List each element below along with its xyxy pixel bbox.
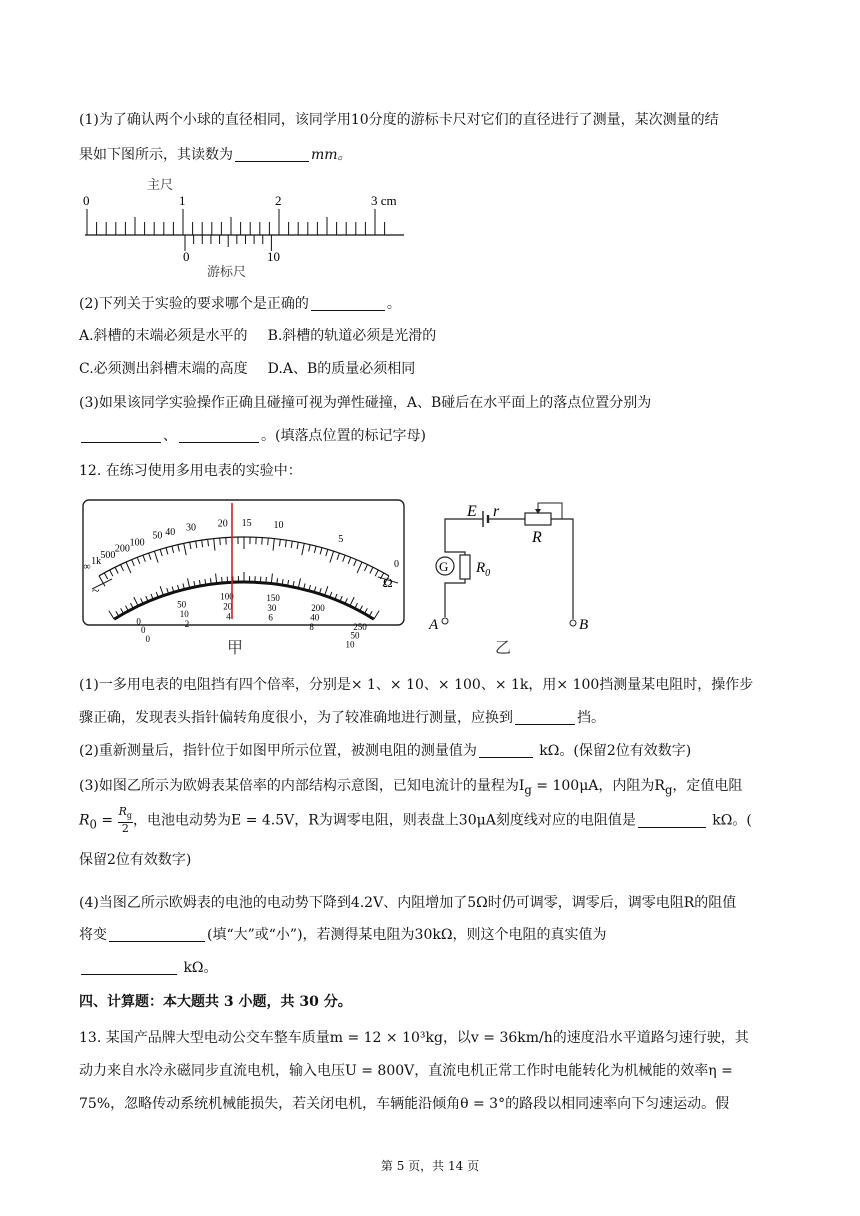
- q12-part4-line1: (4)当图乙所示欧姆表的电池的电动势下降到4.2V、内阻增加了5Ω时仍可调零，调零后，调零电阻R的阻值: [79, 895, 737, 911]
- dc-tick: [266, 577, 267, 583]
- ohm-tick: [220, 538, 221, 545]
- vernier-tick-label-10: 10: [267, 249, 280, 264]
- vernier-scale-label: 游标尺: [207, 264, 247, 279]
- q13-line2: 动力来自水冷永磁同步直流电机，输入电压U = 800V，直流电机正常工作时电能转化为机械能的效率η =: [79, 1063, 733, 1079]
- q12-part4-line2: [79, 925, 606, 945]
- text: =: [96, 812, 118, 829]
- frac-den: 2: [121, 822, 129, 836]
- ac-symbol: ~: [92, 584, 100, 599]
- vernier-scale-ticks: [185, 235, 271, 251]
- q11-options-ab: [79, 326, 436, 346]
- dc-scale-label: 0: [145, 634, 151, 645]
- dc-scale-label: 2: [184, 618, 190, 629]
- main-tick-label-2: 2: [275, 193, 282, 208]
- symbol: R: [79, 812, 90, 829]
- answer-blank: [311, 296, 385, 311]
- vernier-tick-label-0: 0: [183, 249, 190, 264]
- option-d: D.A、B的质量必须相同: [267, 361, 416, 377]
- q11-part1-line2: [79, 145, 352, 165]
- q11-part3-line1: (3)如果该同学实验操作正确且碰撞可视为弹性碰撞，A、B碰后在水平面上的落点位置分别为: [79, 395, 652, 411]
- q12-part3-line2: [79, 806, 752, 838]
- subscript: 0: [89, 817, 97, 832]
- answer-blank: [479, 743, 533, 758]
- q11-part3-note: 。(填落点位置的标记字母): [261, 428, 426, 444]
- ohm-scale-label: 5: [338, 533, 344, 545]
- ohm-scale-label: 200: [114, 543, 130, 555]
- dc-scale-label: 10: [345, 639, 355, 650]
- label-R0: $R_0$: [476, 560, 491, 579]
- punct: 挡。: [577, 710, 605, 726]
- dc-tick: [222, 577, 223, 583]
- subscript: g: [524, 782, 532, 797]
- page-footer: 第 5 页，共 14 页: [380, 1159, 480, 1173]
- main-scale-ticks: [87, 209, 385, 235]
- answer-blank: [235, 147, 309, 162]
- q12-part3-line1: [79, 776, 742, 800]
- label-G: G: [439, 559, 449, 574]
- dc-scale-label: 8: [309, 622, 314, 633]
- ohm-scale-label: 10: [273, 519, 284, 531]
- unit-mm: mm。: [311, 147, 352, 163]
- q12-part4-line3: [79, 958, 218, 978]
- q11-options-cd: [79, 359, 415, 379]
- text: (3)如图乙所示为欧姆表某倍率的内部结构示意图，已知电流计的量程为I: [79, 778, 525, 794]
- q11-part3-line2: [79, 426, 426, 446]
- dc-scale-label: 200: [311, 603, 325, 614]
- dc-scale-label: 40: [310, 612, 320, 623]
- dc-scale-label: 0: [136, 616, 141, 627]
- q12-part1-text: 骤正确，发现表头指针偏转角度很小，为了较准确地进行测量，应换到: [79, 710, 513, 726]
- main-tick-label-3: 3 cm: [371, 193, 397, 208]
- q13-line1: 13. 某国产品牌大型电动公交车整车质量m = 12 × 10³kg，以v = 36km/h的速度沿水平道路匀速行驶，其: [79, 1030, 749, 1046]
- ohm-scale-label: 20: [217, 518, 228, 530]
- ohm-scale-label: 1k: [91, 556, 102, 568]
- option-a: A.斜槽的末端必须是水平的: [79, 328, 248, 344]
- answer-blank: [81, 428, 161, 443]
- answer-blank: [81, 960, 177, 975]
- terminal-B: B: [579, 617, 589, 633]
- text: kΩ。(: [712, 812, 752, 829]
- ohm-scale-label: 50: [152, 530, 163, 542]
- dc-scale-label: 0: [140, 625, 146, 636]
- subscript: g: [664, 782, 673, 797]
- answer-blank: [179, 428, 259, 443]
- label-R: R: [532, 529, 542, 546]
- dc-scale-label: 250: [353, 622, 367, 633]
- dc-scale-label: 150: [266, 592, 280, 603]
- q11-part2-text: (2)下列关于实验的要求哪个是正确的: [79, 296, 309, 312]
- q11-part1-line1: (1)为了确认两个小球的直径相同，该同学用10分度的游标卡尺对它们的直径进行了测量，某次测量的结: [79, 112, 719, 128]
- ohm-scale-label: 40: [165, 527, 176, 539]
- q12-part2-text: (2)重新测量后，指针位于如图甲所示位置，被测电阻的测量值为: [79, 743, 477, 759]
- q12-part2: [79, 741, 691, 761]
- answer-blank: [638, 813, 706, 828]
- q11-part2: [79, 294, 401, 314]
- q12-title: 12. 在练习使用多用电表的实验中：: [79, 463, 302, 479]
- ohm-scale-label: 15: [241, 518, 252, 530]
- q12-part1-line1: (1)一多用电表的电阻挡有四个倍率，分别是× 1、× 10、× 100、× 1k，用× 100挡测量某电阻时，操作步: [79, 677, 754, 693]
- subscript: g: [126, 811, 133, 821]
- multimeter-dial-figure: [82, 497, 412, 657]
- ohm-scale-label: 30: [186, 522, 197, 534]
- q12-part1-line2: [79, 708, 605, 728]
- ohm-symbol: Ω: [383, 575, 393, 590]
- frac-num: R: [118, 805, 127, 818]
- ohm-scale-label: 0: [394, 558, 399, 570]
- answer-blank: [515, 710, 575, 725]
- dc-scale-label: 100: [220, 591, 234, 602]
- vernier-caliper-figure: [79, 173, 419, 283]
- q12-part3-line3: 保留2位有效数字): [79, 852, 192, 868]
- terminal-A: A: [429, 617, 439, 633]
- label-E: E: [467, 503, 477, 520]
- punct: 、: [163, 428, 177, 444]
- text: = 100μA，内阻为R: [531, 778, 665, 794]
- q11-part1-text: 果如下图所示，其读数为: [79, 147, 233, 163]
- figure-caption-yi: 乙: [495, 640, 512, 657]
- dc-scale-label: 10: [179, 609, 189, 620]
- option-c: C.必须测出斜槽末端的高度: [79, 361, 248, 377]
- main-tick-label-1: 1: [179, 193, 186, 208]
- main-scale-label: 主尺: [147, 177, 174, 192]
- dc-scale-label: 50: [177, 599, 187, 610]
- ohm-scale-label: 100: [129, 537, 145, 549]
- text: kΩ。: [183, 960, 218, 976]
- dc-scale-label: 20: [223, 601, 233, 612]
- figure-caption-jia: 甲: [227, 640, 244, 657]
- punct: 。: [386, 296, 401, 312]
- q13-line3: 75%，忽略传动系统机械能损失，若关闭电机，车辆能沿倾角θ = 3°的路段以相同速率向下匀速运动。假: [79, 1096, 730, 1112]
- text: (填“大”或“小”)，若测得某电阻为30kΩ，则这个电阻的真实值为: [207, 927, 607, 943]
- ohmmeter-circuit-figure: [425, 497, 600, 657]
- section-heading: 四、计算题：本大题共 3 小题，共 30 分。: [79, 994, 352, 1010]
- text: ，定值电阻: [672, 778, 743, 794]
- dc-scale-label: 6: [268, 612, 273, 623]
- dc-scale-label: 30: [267, 602, 277, 613]
- q12-part2-note: kΩ。(保留2位有效数字): [539, 743, 692, 759]
- answer-blank: [109, 927, 205, 942]
- main-tick-label-0: 0: [83, 193, 90, 208]
- dc-scale-label: 4: [226, 611, 231, 622]
- option-b: B.斜槽的轨道必须是光滑的: [267, 328, 437, 344]
- ohm-scale-label: ∞: [83, 561, 91, 573]
- dc-scale-label: 50: [350, 630, 360, 641]
- text: 将变: [79, 927, 107, 943]
- ohm-scale-label: 500: [100, 550, 116, 562]
- text: ，电池电动势为E = 4.5V，R为调零电阻，则表盘上30μA刻度线对应的电阻值是: [133, 812, 636, 829]
- fraction: [118, 806, 133, 835]
- label-r: r: [493, 503, 500, 520]
- ohm-tick: [268, 538, 269, 545]
